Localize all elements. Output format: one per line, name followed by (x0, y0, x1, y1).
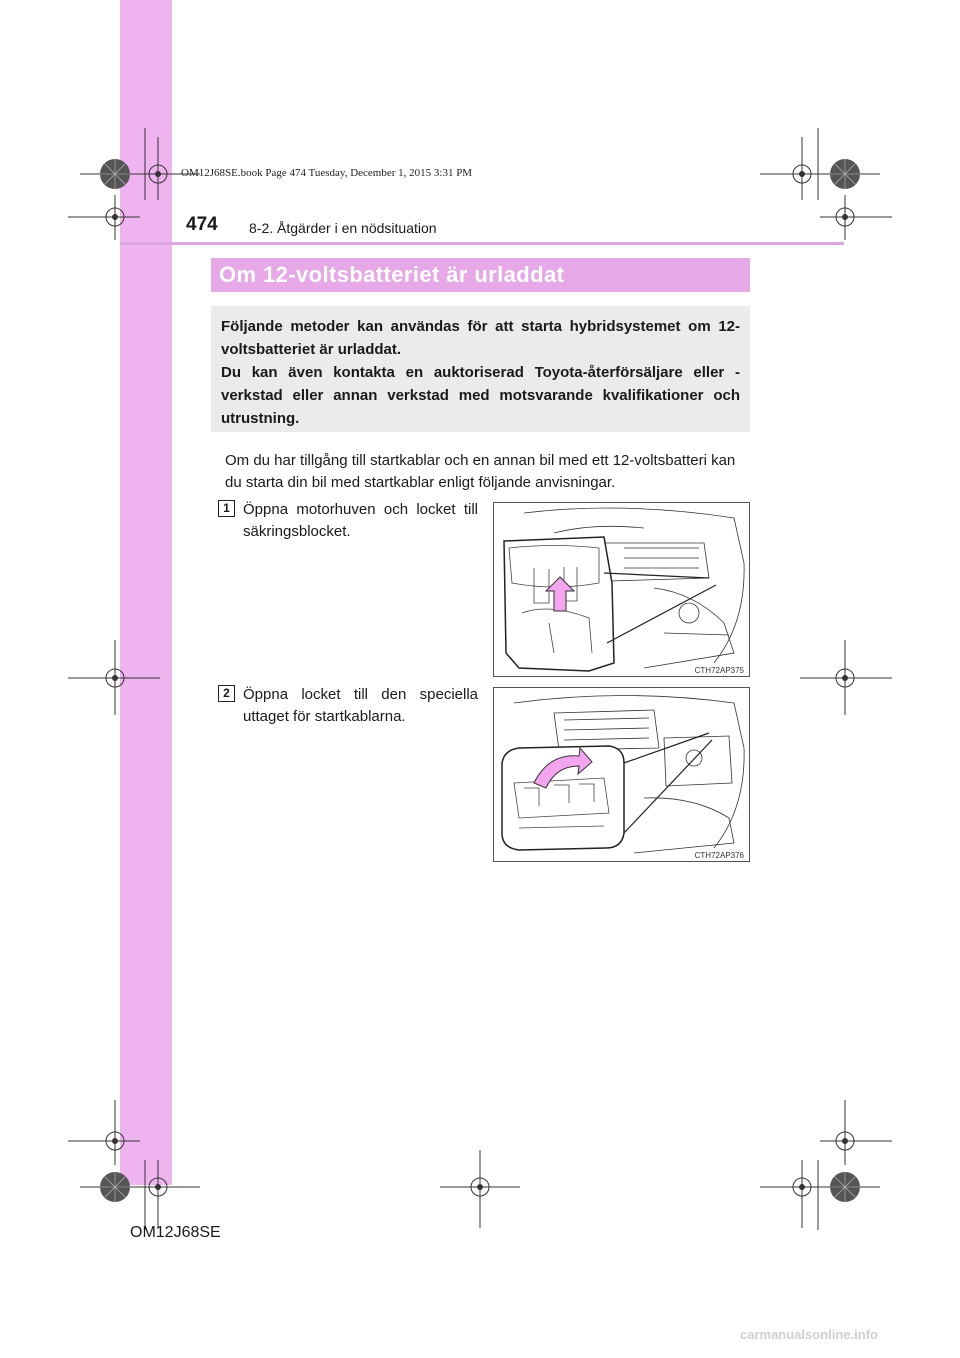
page-number: 474 (186, 214, 218, 235)
body-paragraph: Om du har tillgång till startkablar och en annan bil med ett 12-voltsbatteri kan du starta din bil med startkablar enligt följande anvisningar. (225, 452, 736, 491)
intro-paragraph: Du kan även kontakta en auktoriserad Toyota-återförsäljare eller -verkstad eller annan verkstad med motsvarande kvalifikationer och utrustning. (221, 364, 740, 427)
step-number: 2 (218, 685, 235, 702)
book-meta-line: OM12J68SE.book Page 474 Tuesday, December 1, 2015 3:31 PM (181, 167, 473, 179)
figure-code: CTH72AP375 (694, 666, 744, 675)
engine-fuse-box-figure (493, 502, 750, 677)
step-number: 1 (218, 500, 235, 517)
watermark: carmanualsonline.info (740, 1327, 878, 1342)
figure-code: CTH72AP376 (694, 851, 744, 860)
section-label: 8-2. Åtgärder i en nödsituation (249, 220, 437, 236)
header-divider (120, 242, 844, 245)
page-title: Om 12-voltsbatteriet är urladdat (211, 258, 750, 292)
jumper-terminal-figure (493, 687, 750, 862)
intro-box (211, 306, 750, 432)
step-text: Öppna motorhuven och locket till säkringsblocket. (243, 501, 478, 540)
step-text: Öppna locket till den speciella uttaget för startkablarna. (243, 686, 478, 725)
intro-paragraph: Följande metoder kan användas för att starta hybridsystemet om 12-voltsbatteriet är urladdat. (221, 318, 740, 358)
footer-code: OM12J68SE (130, 1224, 221, 1241)
